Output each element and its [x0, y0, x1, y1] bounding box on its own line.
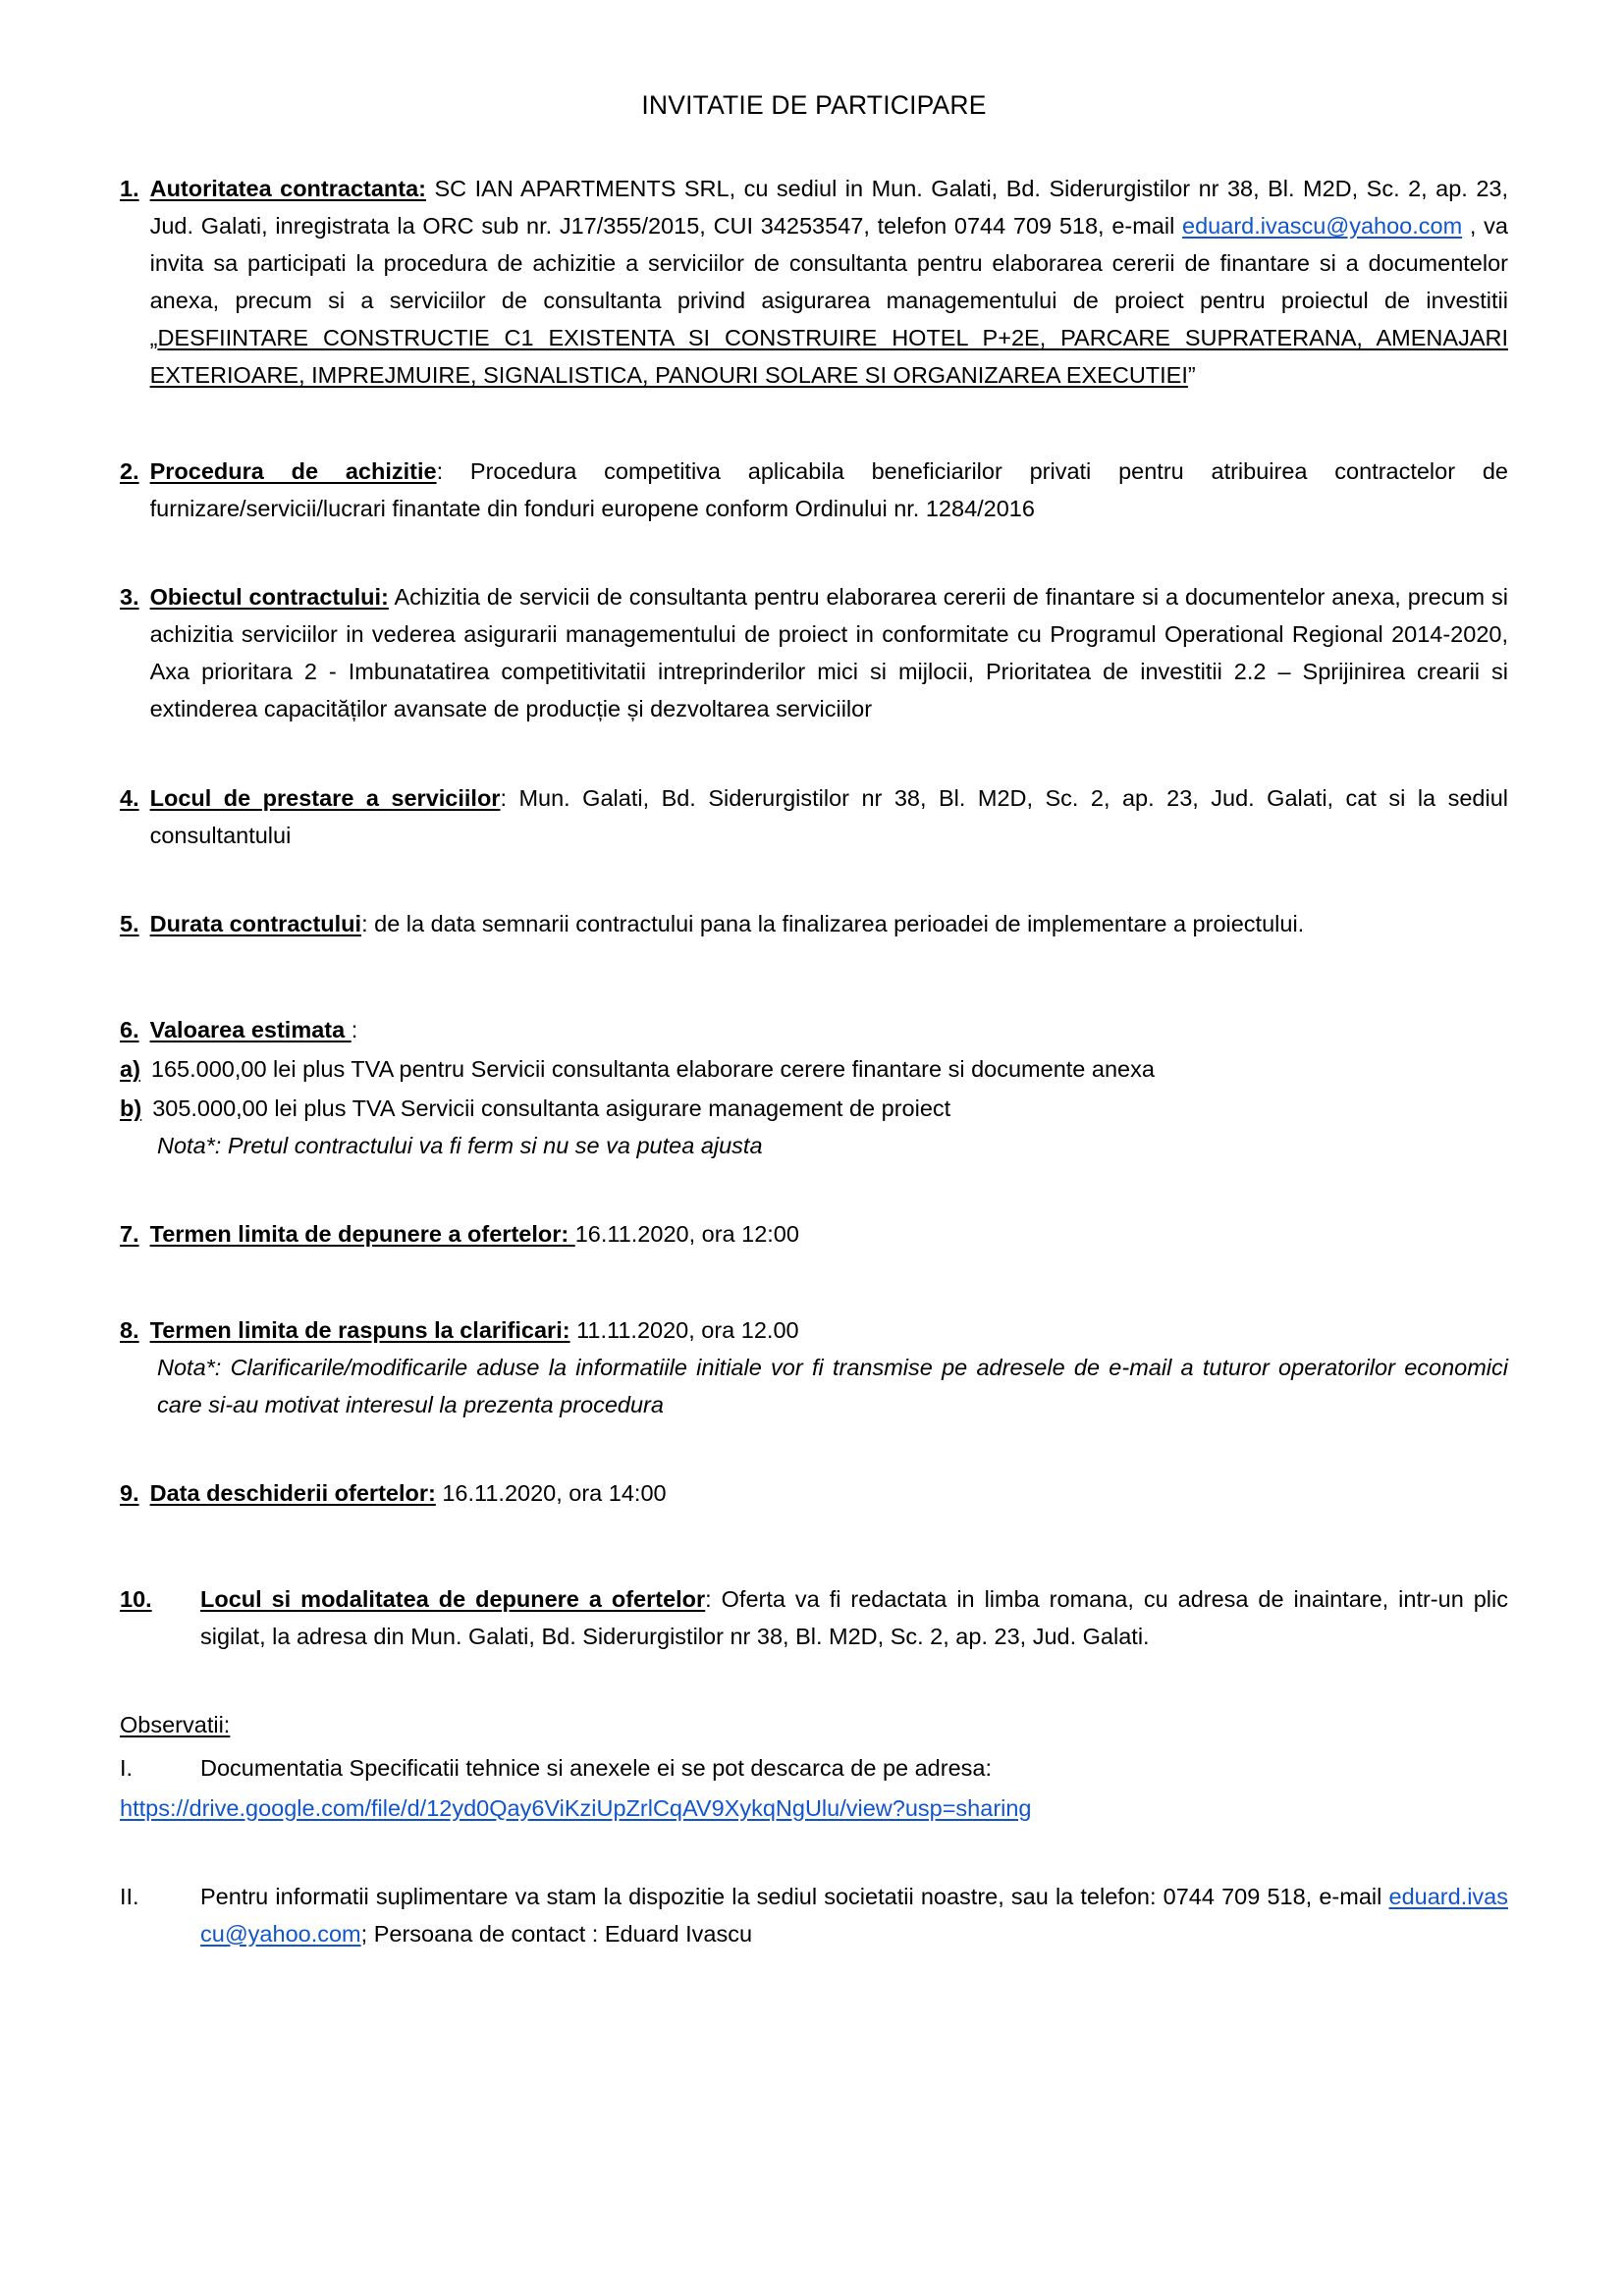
item-marker: 9. [120, 1480, 139, 1507]
item-lead-label: Autoritatea contractanta: [149, 175, 426, 201]
item-lead-label: Termen limita de depunere a ofertelor: [149, 1220, 575, 1247]
item-body [200, 1580, 1508, 1655]
item-text-post-email: , va invita sa participati la procedura de achizitie a serviciilor de consultanta pentru elaborarea cererii de finantare si a documentelor anexa, precum si a serviciilor de consultanta privind asigurarea managementului de proiect pentru proiectul de investitii „ [149, 212, 1508, 351]
section-item-4 [120, 779, 1508, 854]
item-marker: 1. [120, 175, 139, 201]
item-lead-label: Obiectul contractului: [149, 584, 389, 611]
item-text: 16.11.2020, ora 14:00 [435, 1480, 667, 1507]
item-marker: 8. [120, 1317, 139, 1344]
item-text-pre-email: SC IAN APARTMENTS SRL, cu sediul in Mun. Galati, Bd. Siderurgistilor nr 38, Bl. M2D, Sc. 2, ap. 23, Jud. Galati, inregistrata la ORC sub nr. J17/355/2015, CUI 34253547, telefon 0744 709 518, e-mail [149, 175, 1508, 239]
documentation-url-link[interactable]: https://drive.google.com/file/d/12yd0Qay6ViKziUpZrlCqAV9XykqNgUlu/view?usp=sharing [120, 1794, 1032, 1821]
observatii-entry-1 [120, 1749, 1508, 1787]
item-body [150, 1311, 1508, 1349]
item-body [150, 170, 1508, 394]
section-item-9 [120, 1474, 1508, 1512]
item-body [150, 1474, 1508, 1512]
item-text: : Procedura competitiva aplicabila beneficiarilor privati pentru atribuirea contractelor de furnizare/servicii/lucrari finantate din fonduri europene conform Ordinului nr. 1284/2016 [149, 458, 1508, 522]
item-lead-label: Durata contractului [149, 910, 362, 936]
valoarea-nota: Nota*: Pretul contractului va fi ferm si nu se va putea ajusta [157, 1132, 763, 1158]
item-lead-label: Data deschiderii ofertelor: [149, 1480, 436, 1507]
section-item-2 [120, 453, 1508, 527]
item-text: 11.11.2020, ora 12.00 [569, 1317, 799, 1344]
observatii-section [120, 1706, 1508, 1951]
valoarea-row-a [120, 1050, 1508, 1088]
observatii-roman-1: I. [120, 1755, 134, 1782]
item-marker: 5. [120, 910, 139, 936]
section-item-6 [120, 1011, 1508, 1048]
project-name: DESFIINTARE CONSTRUCTIE C1 EXISTENTA SI CONSTRUIRE HOTEL P+2E, PARCARE SUPRATERANA, AMENAJARI EXTERIOARE, IMPREJMUIRE, SIGNALISTICA, PANOURI SOLARE SI ORGANIZAREA EXECUTIEI [149, 325, 1508, 389]
item8-nota-wrap [120, 1349, 1508, 1423]
item-lead-label: Locul si modalitatea de depunere a ofertelor [200, 1586, 706, 1613]
item-text: Achizitia de servicii de consultanta pentru elaborarea cererii de finantare si a documentelor anexa, precum si achizitia serviciilor in vederea asigurarii managementului de proiect in conformitate cu Programul Operational Regional 2014-2020, Axa prioritara 2 - Imbunatatirea competitivitatii intreprinderilor mici si mijlocii, Prioritatea de investitii 2.2 – Sprijinirea crearii si extinderea capacităților avansate de producție și dezvoltarea serviciilor [149, 584, 1508, 722]
item-body [150, 453, 1508, 527]
item-marker: 10. [120, 1586, 152, 1613]
valoarea-list [120, 1050, 1508, 1164]
page-title: INVITATIE DE PARTICIPARE [641, 90, 987, 120]
item-text: : Mun. Galati, Bd. Siderurgistilor nr 38, Bl. M2D, Sc. 2, ap. 23, Jud. Galati, cat si la sediul consultantului [149, 784, 1508, 848]
item-marker: 6. [120, 1016, 139, 1042]
observatii-roman-2: II. [120, 1883, 139, 1909]
valoarea-marker-b: b) [120, 1095, 142, 1121]
item-marker: 2. [120, 458, 139, 485]
item-text: : Oferta va fi redactata in limba romana, cu adresa de inaintare, intr-un plic sigilat, la adresa din Mun. Galati, Bd. Siderurgistilor nr 38, Bl. M2D, Sc. 2, ap. 23, Jud. Galati. [200, 1586, 1508, 1650]
contact-email-link[interactable]: eduard.ivascu@yahoo.com [200, 1883, 1508, 1947]
observatii-text-2 [200, 1878, 1508, 1952]
section-item-10 [120, 1580, 1508, 1655]
item-marker: 7. [120, 1220, 139, 1247]
valoarea-nota-wrap [120, 1127, 1508, 1164]
observatii-heading: Observatii: [120, 1712, 231, 1738]
email-link[interactable]: eduard.ivascu@yahoo.com [1182, 212, 1463, 239]
valoarea-marker-a: a) [120, 1055, 140, 1082]
observatii-text-post-email: ; Persoana de contact : Eduard Ivascu [360, 1920, 753, 1947]
item-text: : de la data semnarii contractului pana la finalizarea perioadei de implementare a proiectului. [361, 910, 1305, 936]
item-body [150, 905, 1508, 942]
item-lead-label: Locul de prestare a serviciilor [149, 784, 501, 811]
observatii-text-1: Documentatia Specificatii tehnice si anexele ei se pot descarca de pe adresa: [200, 1755, 992, 1782]
closing-quote: ” [1187, 362, 1196, 389]
item-body [150, 1011, 1508, 1048]
valoarea-text-b: 305.000,00 lei plus TVA Servicii consultanta asigurare management de proiect [152, 1095, 951, 1121]
item-marker: 4. [120, 784, 139, 811]
section-item-3 [120, 578, 1508, 727]
item-lead-label: Termen limita de raspuns la clarificari: [149, 1317, 570, 1344]
section-item-7 [120, 1215, 1508, 1253]
item-colon: : [351, 1016, 358, 1042]
item-body [150, 1215, 1508, 1253]
documentation-url-line [120, 1789, 1508, 1827]
observatii-entry-2 [120, 1878, 1508, 1952]
section-item-8 [120, 1311, 1508, 1349]
section-item-5 [120, 905, 1508, 942]
item-text: 16.11.2020, ora 12:00 [574, 1220, 799, 1247]
item-body [150, 779, 1508, 854]
valoarea-text-a: 165.000,00 lei plus TVA pentru Servicii consultanta elaborare cerere finantare si documente anexa [150, 1055, 1155, 1082]
item-lead-label: Valoarea estimata [149, 1016, 352, 1042]
section-item-1 [120, 170, 1508, 394]
item-lead-label: Procedura de achizitie [149, 458, 437, 485]
valoarea-row-b [120, 1090, 1508, 1127]
item-body [150, 578, 1508, 727]
observatii-text-pre-email: Pentru informatii suplimentare va stam la dispozitie la sediul societatii noastre, sau la telefon: 0744 709 518, e-mail [200, 1883, 1389, 1909]
item-marker: 3. [120, 584, 139, 611]
item8-nota: Nota*: Clarificarile/modificarile aduse la informatiile initiale vor fi transmise pe adresele de e-mail a tuturor operatorilor economici care si-au motivat interesul la prezenta procedura [157, 1355, 1508, 1418]
